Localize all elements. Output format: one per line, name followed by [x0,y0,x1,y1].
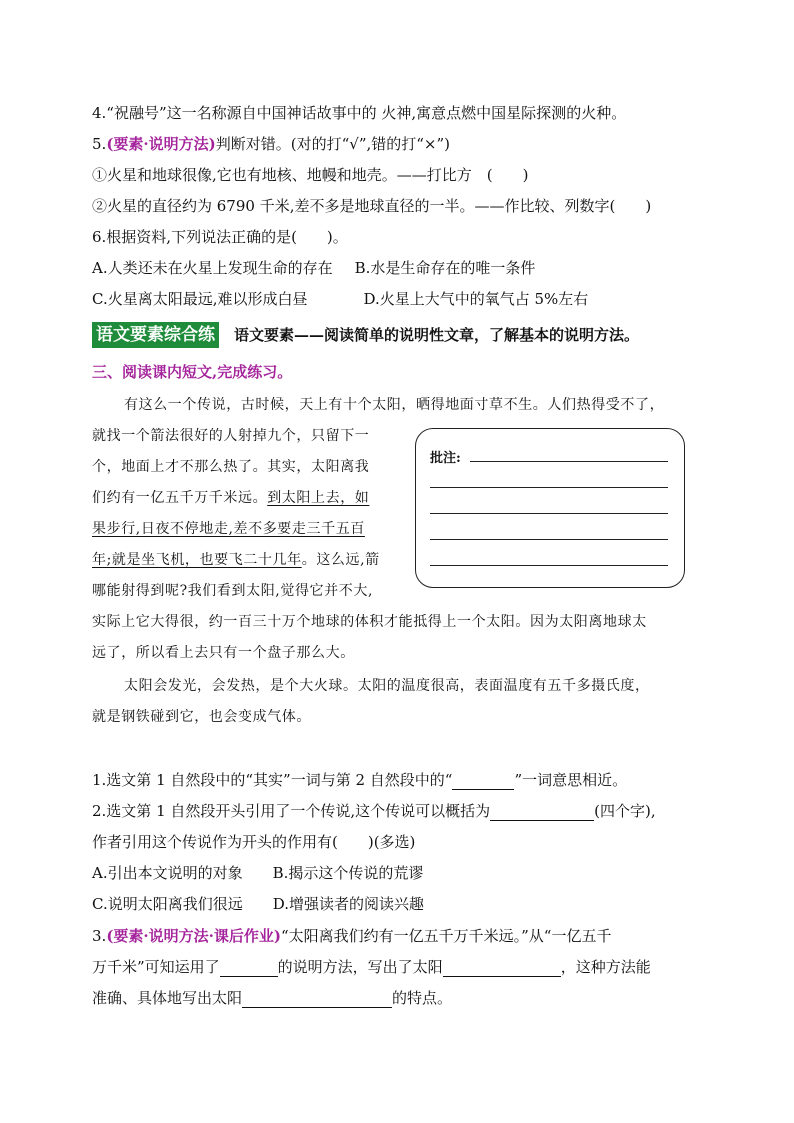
question-3-text: ，这种方法能 [560,958,651,976]
passage-text: 们约有一亿五千万千米远。 [92,490,268,506]
passage-line [92,519,365,539]
question-2-option-d: D.增强读者的阅读兴趣 [272,895,424,913]
annotation-line[interactable] [430,487,668,488]
question-2-option-b: B.揭示这个传说的荒谬 [272,864,424,882]
annotation-label: 批注: [430,451,461,466]
question-6-option-b: B.水是生命存在的唯一条件 [354,259,536,277]
question-2-options-row-1 [92,863,423,883]
question-2 [92,801,656,821]
question-3-number: 3. [92,927,107,945]
question-5-tag: (要素·说明方法) [106,135,216,153]
passage-line: 个，地面上才不那么热了。其实，太阳离我 [92,459,370,475]
passage-line: 实际上它大得很，约一百三十万个地球的体积才能抵得上一个太阳。因为太阳离地球太 [92,614,647,630]
question-6-option-a: A.人类还未在火星上发现生命的存在 [92,259,333,277]
question-5-item-2: ②火星的直径约为 6790 千米,差不多是地球直径的一半。——作比较、列数字( ) [92,197,652,215]
question-2-continued: 作者引用这个传说作为开头的作用有( )(多选) [92,833,416,851]
question-3-tag: (要素·说明方法·课后作业) [106,927,281,945]
passage-line: 太阳会发光，会发热，是个大火球。太阳的温度很高，表面温度有五千多摄氏度， [124,678,650,694]
passage-line: 就找一个箭法很好的人射掉九个，只留下一 [92,428,370,444]
question-6-option-d: D.火星上大气中的氧气占 5%左右 [363,290,589,308]
passage-text: 。这么远,箭 [301,552,380,568]
question-3-continued [92,957,651,977]
question-4: 4.“祝融号”这一名称源自中国神话故事中的 火神,寓意点燃中国星际探测的火种。 [92,104,627,122]
question-6-option-c: C.火星离太阳最远,难以形成白昼 [92,290,308,308]
annotation-line[interactable] [430,565,668,566]
question-3-text: “太阳离我们约有一亿五千万千米远。”从“一亿五千 [280,927,612,945]
question-2-text: 2.选文第 1 自然段开头引用了一个传说,这个传说可以概括为 [92,802,491,820]
question-3-continued [92,988,452,1008]
passage-line [92,488,369,508]
passage-line: 哪能射得到呢?我们看到太阳,觉得它并不大, [92,583,374,599]
annotation-line[interactable] [470,461,668,462]
question-1 [92,770,627,790]
question-2-text: (四个字), [594,802,656,820]
annotation-box [415,428,685,588]
annotation-line[interactable] [430,539,668,540]
section-3-title: 三、阅读课内短文,完成练习。 [92,363,293,381]
question-3 [92,926,611,946]
question-3-text: 万千米”可知运用了 [92,958,220,976]
question-3-text: 的特点。 [392,989,453,1007]
question-2-options-row-2 [92,894,424,914]
question-5-item-1: ①火星和地球很像,它也有地核、地幔和地壳。——打比方 ( ) [92,166,529,184]
passage-underlined-text: 果步行,日夜不停地走,差不多要走三千五百 [92,521,365,537]
question-5-number: 5. [92,135,107,153]
answer-blank[interactable] [220,960,278,977]
passage-line: 远了，所以看上去只有一个盘子那么大。 [92,645,355,661]
passage-underlined-text: 年;就是坐飞机，也要飞二十几年 [92,552,302,568]
question-3-text: 准确、具体地写出太阳 [92,989,243,1007]
section-badge-description: 语文要素——阅读简单的说明性文章，了解基本的说明方法。 [234,326,640,344]
question-6-options-row-2 [92,289,588,309]
question-6-options-row-1 [92,258,535,278]
answer-blank[interactable] [490,804,594,821]
passage-underlined-text: 到太阳上去，如 [267,490,370,506]
question-3-text: 的说明方法，写出了太阳 [277,958,443,976]
answer-blank[interactable] [443,960,561,977]
passage-line: 有这么一个传说，古时候，天上有十个太阳，晒得地面寸草不生。人们热得受不了， [124,397,665,413]
passage-line: 就是钢铁碰到它，也会变成气体。 [92,709,311,725]
question-1-text: 1.选文第 1 自然段中的“其实”一词与第 2 自然段中的“ [92,771,453,789]
section-badge: 语文要素综合练 [92,322,219,348]
question-5 [92,134,450,154]
question-6-stem: 6.根据资料,下列说法正确的是( )。 [92,228,348,246]
answer-blank[interactable] [452,773,514,790]
question-1-text: ”一词意思相近。 [514,771,628,789]
question-2-option-a: A.引出本文说明的对象 [92,864,243,882]
answer-blank[interactable] [242,991,392,1008]
question-5-text: 判断对错。(对的打“√”,错的打“×”) [215,135,451,153]
passage-line [92,550,380,570]
question-2-option-c: C.说明太阳离我们很远 [92,895,243,913]
annotation-line[interactable] [430,513,668,514]
